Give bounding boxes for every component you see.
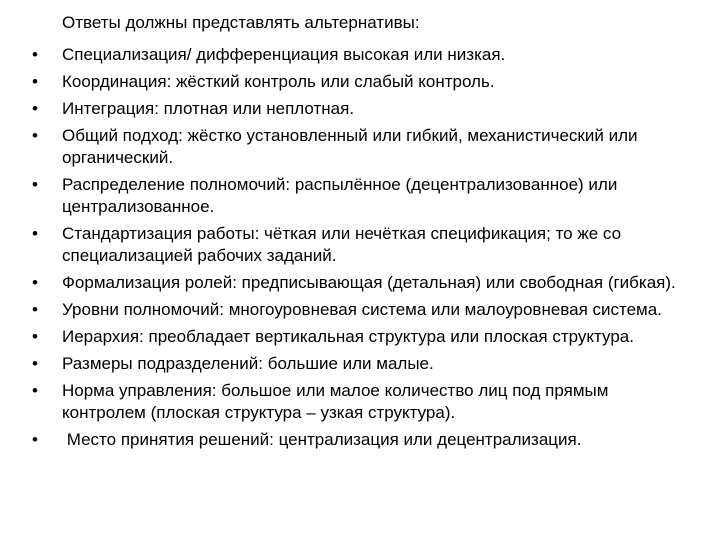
bullet-icon: •	[32, 45, 38, 64]
list-item	[28, 380, 688, 424]
list-item	[28, 353, 688, 375]
list-item-text: Место принятия решений: централизация или децентрализация.	[62, 430, 582, 449]
bullet-icon: •	[32, 224, 38, 243]
bullet-icon: •	[32, 381, 38, 400]
bullet-icon: •	[32, 300, 38, 319]
bullet-icon: •	[32, 327, 38, 346]
list-item-text: Распределение полномочий: распылённое (децентрализованное) или централизованное.	[62, 175, 623, 216]
list-item	[28, 326, 688, 348]
list-item	[28, 299, 688, 321]
list-item	[28, 98, 688, 120]
list-item-text: Интеграция: плотная или неплотная.	[62, 99, 355, 118]
intro-heading: Ответы должны представлять альтернативы:	[62, 13, 420, 32]
list-item	[28, 125, 688, 169]
bullet-icon: •	[32, 99, 38, 118]
list-item-text: Специализация/ дифференциация высокая или низкая.	[62, 45, 506, 64]
list-item	[28, 272, 688, 294]
list-item-text: Формализация ролей: предписывающая (детальная) или свободная (гибкая).	[62, 273, 676, 292]
bullet-icon: •	[32, 273, 38, 292]
list-item-text: Уровни полномочий: многоуровневая система или малоуровневая система.	[62, 300, 662, 319]
list-item	[28, 44, 688, 66]
bullet-icon: •	[32, 430, 38, 449]
bullet-icon: •	[32, 175, 38, 194]
bullet-icon: •	[32, 72, 38, 91]
bullet-list	[28, 44, 688, 456]
bullet-icon: •	[32, 126, 38, 145]
list-item-text: Норма управления: большое или малое количество лиц под прямым контролем (плоская структура – узкая структура).	[62, 381, 614, 422]
list-item	[28, 71, 688, 93]
list-item-text: Размеры подразделений: большие или малые.	[62, 354, 434, 373]
list-item-text: Координация: жёсткий контроль или слабый контроль.	[62, 72, 495, 91]
list-item-text: Иерархия: преобладает вертикальная структура или плоская структура.	[62, 327, 634, 346]
list-item	[28, 174, 688, 218]
list-item-text: Стандартизация работы: чёткая или нечёткая спецификация; то же со специализацией рабочих заданий.	[62, 224, 626, 265]
list-item-text: Общий подход: жёстко установленный или гибкий, механистический или органический.	[62, 126, 643, 167]
bullet-icon: •	[32, 354, 38, 373]
list-item	[28, 223, 688, 267]
list-item	[28, 429, 688, 451]
